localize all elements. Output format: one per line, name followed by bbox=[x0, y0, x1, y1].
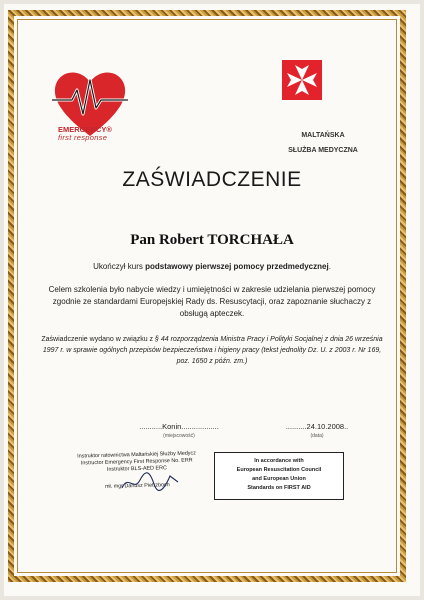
maltese-service-name bbox=[268, 128, 378, 158]
issue-date-caption: (data) bbox=[310, 433, 324, 439]
course-description: Celem szkolenia było nabycie wiedzy i umiejętności w zakresie udzielania pierwszej pomocy zgodnie ze standardami Europejskiej Rady ds. Resuscytacji, oraz zapoznanie słuchaczy z obsługą apteczek. bbox=[48, 285, 376, 318]
stamp-line: Instruktor BLS-AED ERC bbox=[106, 465, 167, 473]
registered-mark: ® bbox=[106, 125, 112, 134]
efr-brand-line1: EMERGENCY bbox=[58, 125, 107, 134]
course-statement bbox=[0, 262, 424, 271]
signature-scribble bbox=[120, 470, 180, 494]
stamp-line: Instructor Emergency First Response No. ERR bbox=[80, 457, 193, 467]
legal-basis bbox=[36, 334, 388, 367]
legal-text: § 44 rozporządzenia Ministra Pracy i Polityki Socjalnej z dnia 26 września 1997 r. w sprawie ogólnych przepisów bezpieczeństwa i higieny pracy (tekst jednolity Dz. U. z 2003 r. Nr 169, poz. 1650 z późn. zm.) bbox=[42, 336, 383, 365]
maltese-name-line2: SŁUŻBA MEDYCZNA bbox=[288, 147, 358, 154]
efr-brand-line2: first response bbox=[58, 133, 108, 142]
stamp-line: mł. mgr Dariusz Pietrzboch bbox=[104, 482, 170, 490]
issue-place: ...........Konin.................. bbox=[139, 422, 219, 431]
accreditation-box bbox=[214, 452, 344, 500]
course-name: podstawowy pierwszej pomocy przedmedycznej bbox=[145, 262, 329, 271]
issue-place-caption: (miejscowość) bbox=[163, 433, 195, 439]
efr-brand-text bbox=[58, 126, 138, 142]
certificate-title: ZAŚWIADCZENIE bbox=[122, 168, 302, 191]
stamp-line: Instruktor ratownictwa Maltańskiej Służby Medycz bbox=[77, 450, 196, 460]
course-suffix: . bbox=[328, 262, 331, 271]
maltese-cross-icon bbox=[282, 60, 322, 100]
maltese-name-line1: MALTAŃSKA bbox=[301, 132, 345, 139]
recipient-name: Pan Robert TORCHAŁA bbox=[130, 232, 294, 248]
course-prefix: Ukończył kurs bbox=[93, 262, 146, 271]
accreditation-line: and European Union bbox=[252, 476, 306, 482]
accreditation-line: Standards on FIRST AID bbox=[247, 485, 311, 491]
accreditation-line: European Resuscitation Council bbox=[236, 467, 322, 473]
legal-prefix: Zaświadczenie wydano w związku z bbox=[41, 336, 155, 343]
accreditation-line: In accordance with bbox=[254, 458, 304, 464]
issue-date: ..........24.10.2008.. bbox=[285, 422, 349, 431]
